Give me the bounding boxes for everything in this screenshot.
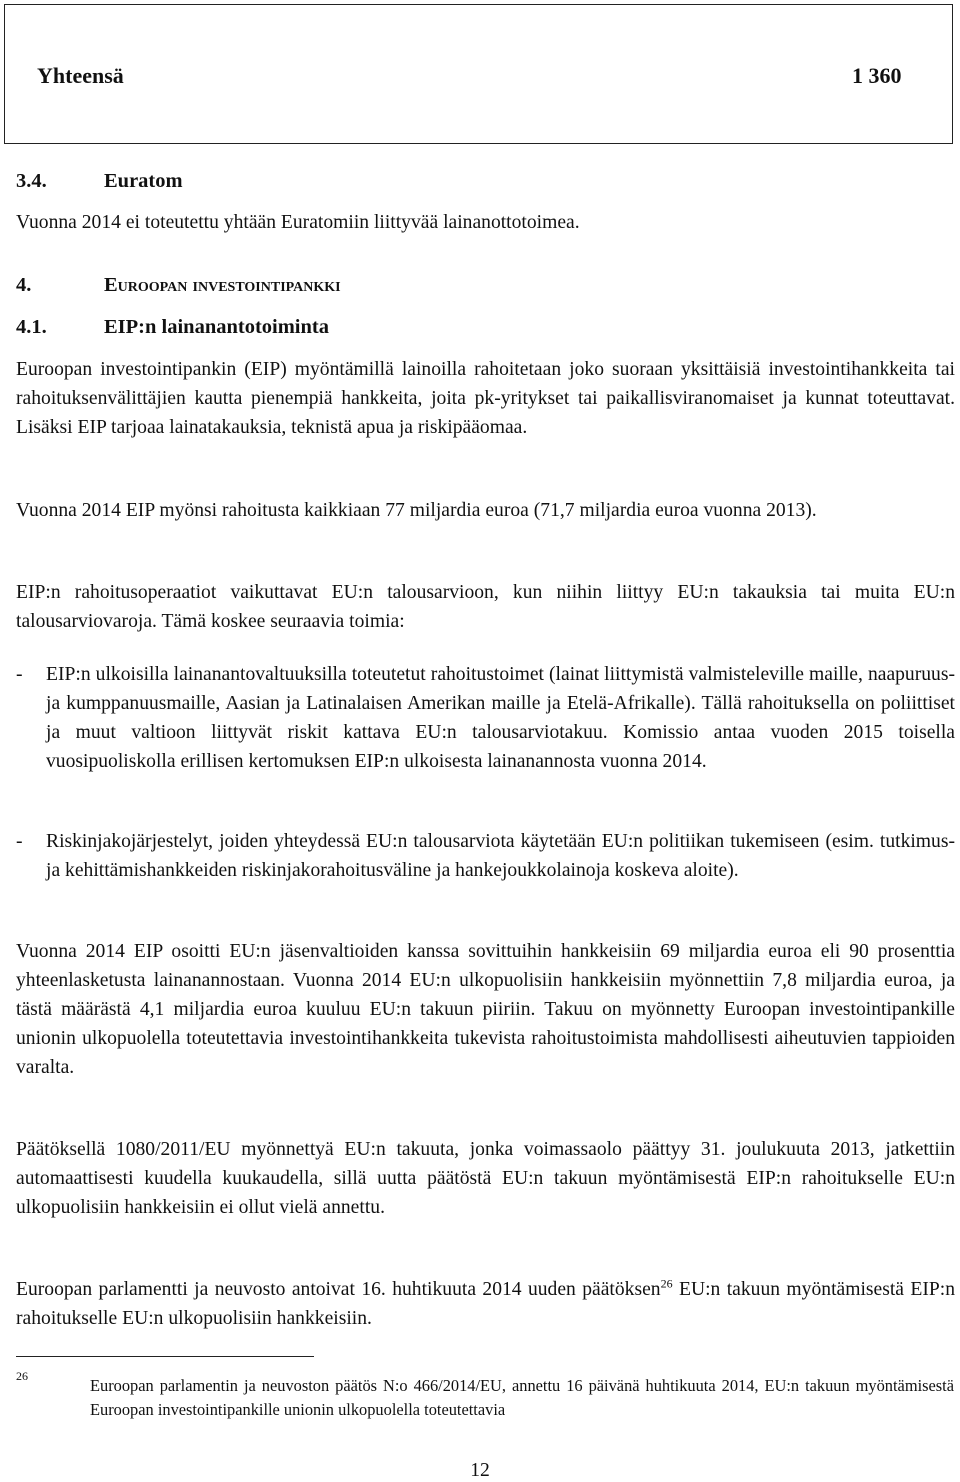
list-item	[16, 827, 955, 885]
page-number: 12	[470, 1460, 490, 1481]
paragraph-eip-2014: Vuonna 2014 EIP myönsi rahoitusta kaikkiaan 77 miljardia euroa (71,7 miljardia euroa vuonna 2013).	[16, 500, 817, 521]
footnote-separator	[16, 1356, 314, 1357]
total-value: 1 360	[852, 63, 902, 88]
paragraph-text-end: EU:n takuun myöntämisestä EIP:n rahoitukselle EU:n ulkopuolisiin hankkeisiin.	[16, 1279, 955, 1329]
list-dash: -	[16, 664, 23, 685]
total-label: Yhteensä	[37, 63, 124, 88]
footnote-reference[interactable]: 26	[660, 1276, 673, 1291]
list-item	[16, 660, 955, 776]
list-item-text: Riskinjakojärjestelyt, joiden yhteydessä EU:n talousarviota käytetään EU:n politiikan tukemiseen (esim. tutkimus- ja kehittämishankkeiden riskinjakorahoitusväline ja hankejoukkolainoja koskeva aloite).	[46, 831, 955, 881]
paragraph-eip-loans: Euroopan investointipankin (EIP) myöntämillä lainoilla rahoitetaan joko suoraan yksittäisiä investointihankkeita tai rahoituksenvälittäjien kautta pienempiä hankkeita, joita pk-yritykset tai paikallisviranomaiset ja kunnat toteuttavat. Lisäksi EIP tarjoaa lainatakauksia, teknistä apua ja riskipääomaa.	[16, 359, 955, 438]
list-item-text: EIP:n ulkoisilla lainanantovaltuuksilla toteutetut rahoitustoimet (lainat liittymistä valmisteleville maille, naapuruus- ja kumppanuusmaille, Aasian ja Latinalaisen Amerikan maille ja Etelä-Afrikalle). Tällä rahoituksella on poliittiset ja muut valtioon liittyvät riskit kattava EU:n talousarviotakuu. Komissio antaa vuoden 2015 toisella vuosipuoliskolla erillisen kertomuksen EIP:n ulkoisesta lainanannosta vuonna 2014.	[46, 664, 955, 772]
footnote-number: 26	[16, 1369, 28, 1383]
heading-number: 4.1.	[16, 316, 47, 338]
heading-title: Euratom	[104, 170, 183, 192]
paragraph-text-start: Euroopan parlamentti ja neuvosto antoivat 16. huhtikuuta 2014 uuden päätöksen	[16, 1279, 661, 1300]
paragraph-guarantee-decision: Päätöksellä 1080/2011/EU myönnettyä EU:n takuuta, jonka voimassaolo päättyy 31. joulukuuta 2013, jatkettiin automaattisesti kuudella kuukaudella, sillä uutta päätöstä EU:n takuun myöntämisestä EIP:n rahoitukselle EU:n ulkopuolisiin hankkeisiin ei ollut vielä annettu.	[16, 1139, 955, 1218]
heading-number: 4.	[16, 274, 32, 296]
euratom-text: Vuonna 2014 ei toteutettu yhtään Euratomiin liittyvää lainanottotoimea.	[16, 212, 580, 233]
paragraph-eip-budget: EIP:n rahoitusoperaatiot vaikuttavat EU:n talousarvioon, kun niihin liittyy EU:n takauksia tai muita EU:n talousarviovaroja. Tämä koskee seuraavia toimia:	[16, 582, 955, 632]
heading-eip	[16, 272, 341, 298]
heading-euratom	[16, 168, 183, 194]
heading-subsection	[16, 314, 329, 340]
paragraph-new-decision	[16, 1275, 955, 1333]
footnote-text: Euroopan parlamentin ja neuvoston päätös N:o 466/2014/EU, annettu 16 päivänä huhtikuuta 2014, EU:n takuun myöntämisestä Euroopan investointipankille unionin ulkopuolella toteutettavia	[90, 1376, 954, 1419]
heading-title: Euroopan investointipankki	[104, 274, 341, 296]
paragraph-eip-member-states: Vuonna 2014 EIP osoitti EU:n jäsenvaltioiden kanssa sovittuihin hankkeisiin 69 miljardia euroa eli 90 prosenttia yhteenlasketusta lainanannostaan. Vuonna 2014 EU:n ulkopuolisiin hankkeisiin myönnettiin 7,8 miljardia euroa, ja tästä määrästä 4,1 miljardia euroa kuuluu EU:n takuun piiriin. Takuu on myönnetty Euroopan investointipankille unionin ulkopuolella toteutettavia investointihankkeita tukevista rahoitustoimista mahdollisesti aiheutuvien tappioiden varalta.	[16, 941, 955, 1078]
heading-number: 3.4.	[16, 170, 47, 192]
total-table-row	[4, 4, 953, 144]
heading-title: EIP:n lainanantotoiminta	[104, 316, 329, 338]
list-dash: -	[16, 831, 23, 852]
